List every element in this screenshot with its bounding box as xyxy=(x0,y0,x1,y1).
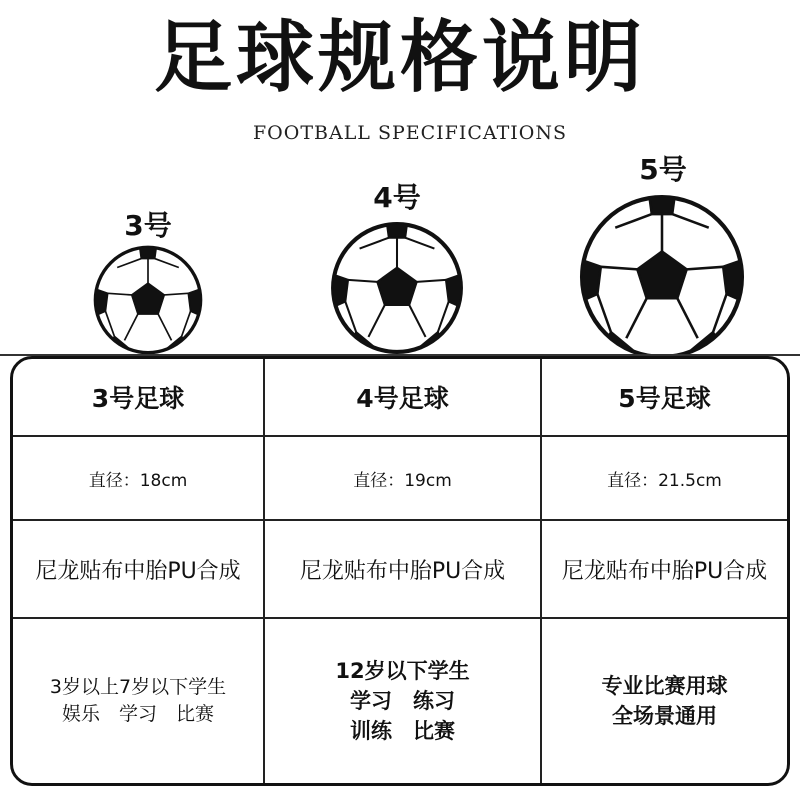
usage-4: 12岁以下学生 学习 练习 训练 比赛 xyxy=(335,659,470,743)
size-label-5: 5号 xyxy=(639,153,687,186)
header-cell xyxy=(542,359,787,435)
usage-5: 专业比赛用球 全场景通用 xyxy=(601,674,728,728)
diameter-cell xyxy=(13,437,265,519)
material-row xyxy=(13,521,787,619)
usage-3: 3岁以上7岁以下学生 娱乐 学习 比赛 xyxy=(49,676,227,725)
soccer-ball-icon xyxy=(577,192,747,362)
material-3: 尼龙贴布中胎PU合成 xyxy=(35,558,241,584)
diameter-4: 直径：19cm xyxy=(353,470,452,491)
usage-cell xyxy=(265,619,542,783)
material-5: 尼龙贴布中胎PU合成 xyxy=(561,558,768,584)
header-3: 3号足球 xyxy=(91,384,185,413)
header-cell xyxy=(13,359,265,435)
header-4: 4号足球 xyxy=(356,384,449,413)
page-subtitle: FOOTBALL SPECIFICATIONS xyxy=(253,122,567,144)
header-cell xyxy=(265,359,542,435)
material-cell xyxy=(265,521,542,617)
spec-table xyxy=(10,356,790,786)
diameter-5: 直径：21.5cm xyxy=(607,470,722,491)
diameter-3: 直径：18cm xyxy=(88,470,188,491)
page-title: 足球规格说明 xyxy=(153,13,646,103)
usage-cell xyxy=(542,619,787,783)
diameter-cell xyxy=(265,437,542,519)
soccer-ball-icon xyxy=(329,220,465,356)
usage-row xyxy=(13,619,787,783)
diameter-row xyxy=(13,437,787,521)
size-label-4: 4号 xyxy=(373,181,421,214)
material-4: 尼龙贴布中胎PU合成 xyxy=(299,558,506,584)
diameter-cell xyxy=(542,437,787,519)
header-row xyxy=(13,359,787,437)
material-cell xyxy=(13,521,265,617)
header-5: 5号足球 xyxy=(618,384,711,413)
material-cell xyxy=(542,521,787,617)
size-label-3: 3号 xyxy=(124,209,172,242)
soccer-ball-icon xyxy=(92,244,204,356)
usage-cell xyxy=(13,619,265,783)
